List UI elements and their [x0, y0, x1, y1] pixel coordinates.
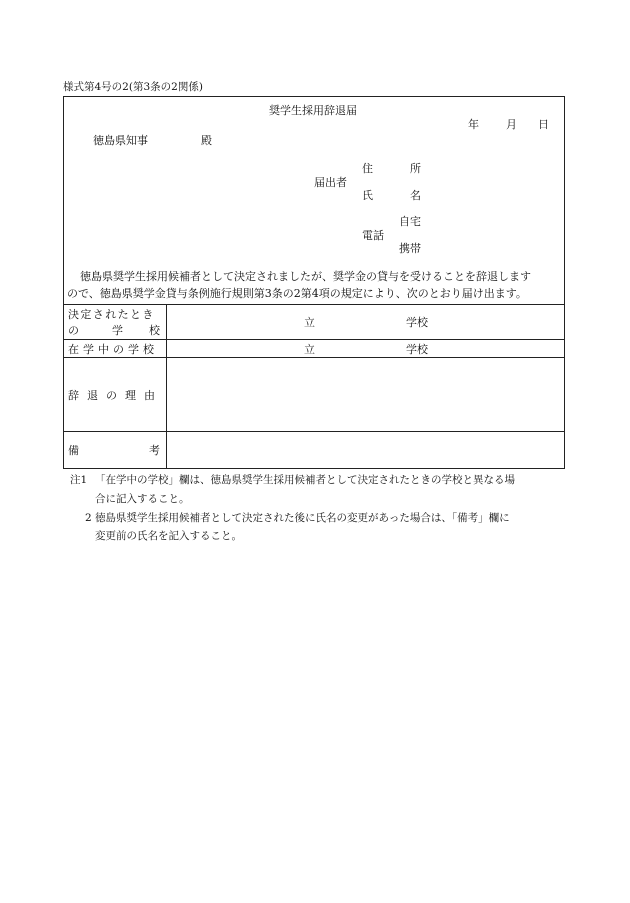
note-1-number: 注1 [70, 474, 88, 486]
reason-label: 辞退の理由 [68, 389, 163, 402]
note-1-line-2: 合に記入すること。 [95, 493, 190, 505]
note-2-line-1: 徳島県奨学生採用候補者として決定された後に氏名の変更があった場合は、「備考」欄に [95, 512, 510, 524]
date-month: 月 [506, 118, 517, 131]
column-divider [166, 304, 167, 469]
decided-school-label-no: の [68, 324, 79, 337]
table-top-border [64, 304, 564, 305]
current-school-gakko: 学校 [406, 343, 428, 356]
statement-line-2: ので、徳島県奨学金貸与条例施行規則第3条の2第4項の規定により、次のとおり届け出ます。 [67, 287, 527, 300]
row-divider-2 [64, 357, 564, 358]
current-school-label: 在学中の学校 [68, 343, 158, 356]
form-number: 様式第4号の2(第3条の2関係) [63, 81, 203, 93]
honorific: 殿 [201, 134, 212, 147]
current-school-ritsu: 立 [304, 343, 315, 356]
note-2-number: 2 [85, 512, 92, 524]
remarks-label-first: 備 [68, 444, 79, 457]
decided-school-ritsu: 立 [304, 316, 315, 329]
home-phone-label: 自宅 [399, 215, 421, 228]
name-label-first: 氏 [362, 189, 373, 202]
decided-school-gakko: 学校 [406, 316, 428, 329]
decided-school-label-line1: 決定されたとき [68, 308, 155, 321]
row-divider-1 [64, 339, 564, 340]
date-year: 年 [468, 118, 479, 131]
applicant-label: 届出者 [314, 176, 347, 189]
phone-label: 電話 [362, 229, 384, 242]
decided-school-label-kou: 校 [149, 324, 160, 337]
name-label-second: 名 [410, 189, 421, 202]
application-form [63, 96, 565, 469]
addressee: 徳島県知事 [93, 134, 148, 147]
row-divider-3 [64, 431, 564, 432]
mobile-phone-label: 携帯 [399, 242, 421, 255]
form-title: 奨学生採用辞退届 [269, 104, 357, 117]
decided-school-label-gaku: 学 [112, 324, 123, 337]
date-day: 日 [538, 118, 549, 131]
address-label-second: 所 [410, 162, 421, 175]
statement-line-1: 徳島県奨学生採用候補者として決定されましたが、奨学金の貸与を受けることを辞退します [80, 270, 531, 283]
note-1-line-1: 「在学中の学校」欄は、徳島県奨学生採用候補者として決定されたときの学校と異なる場 [95, 474, 515, 486]
remarks-label-second: 考 [149, 444, 160, 457]
note-2-line-2: 変更前の氏名を記入すること。 [95, 530, 242, 542]
address-label-first: 住 [362, 162, 373, 175]
